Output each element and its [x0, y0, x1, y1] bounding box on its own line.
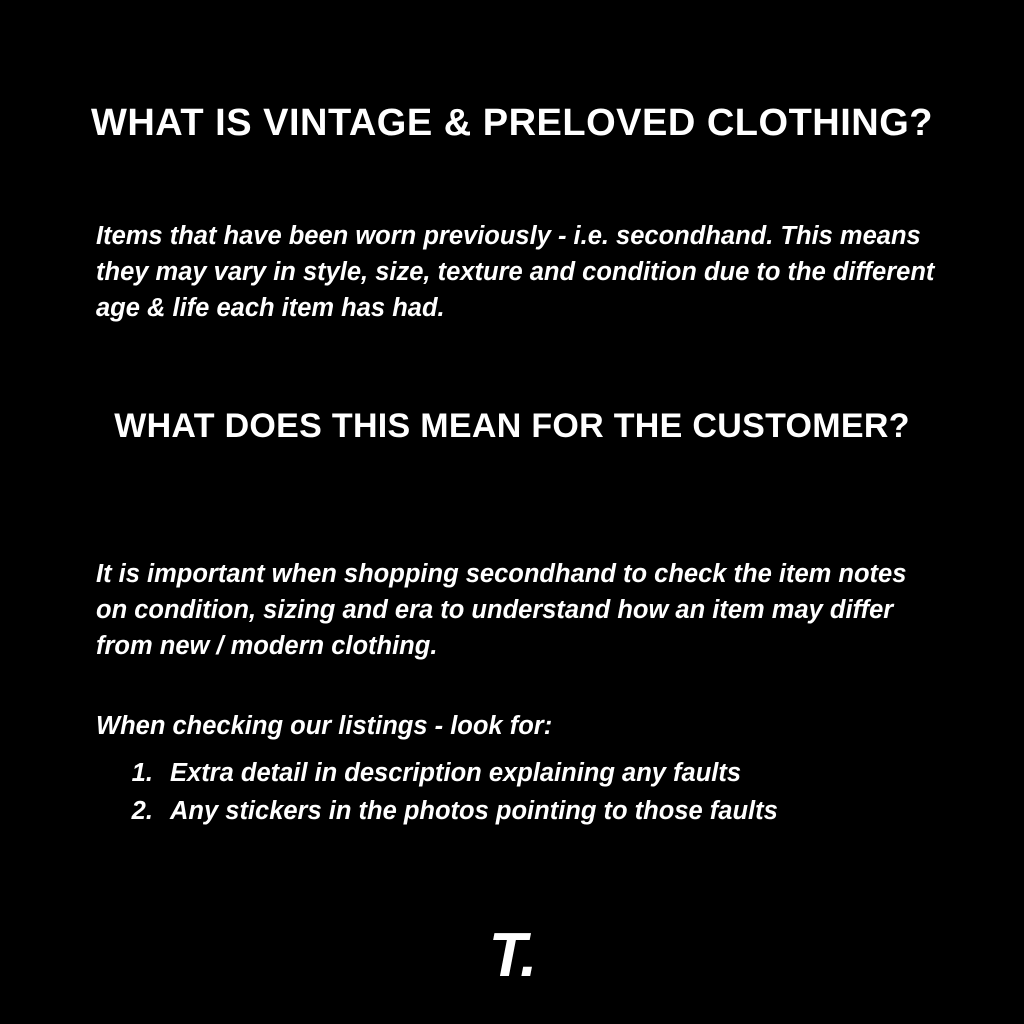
customer-paragraph: It is important when shopping secondhand to check the item notes on condition, sizing and era to understand how an item may differ from new / modern clothing.: [96, 559, 907, 660]
checklist: [122, 754, 942, 831]
listings-prompt: When checking our listings - look for:: [96, 711, 553, 740]
list-item: 2. Any stickers in the photos pointing to those faults: [160, 792, 942, 830]
intro-paragraph: Items that have been worn previously - i.e. secondhand. This means they may vary in style, size, texture and condition due to the different age & life each item has had.: [96, 221, 935, 322]
list-item: 1. Extra detail in description explaining any faults: [160, 754, 942, 792]
page-title: WHAT IS VINTAGE & PRELOVED CLOTHING?: [90, 102, 934, 145]
section-heading-customer: WHAT DOES THIS MEAN FOR THE CUSTOMER?: [114, 407, 910, 446]
brand-logo: T.: [488, 921, 536, 990]
